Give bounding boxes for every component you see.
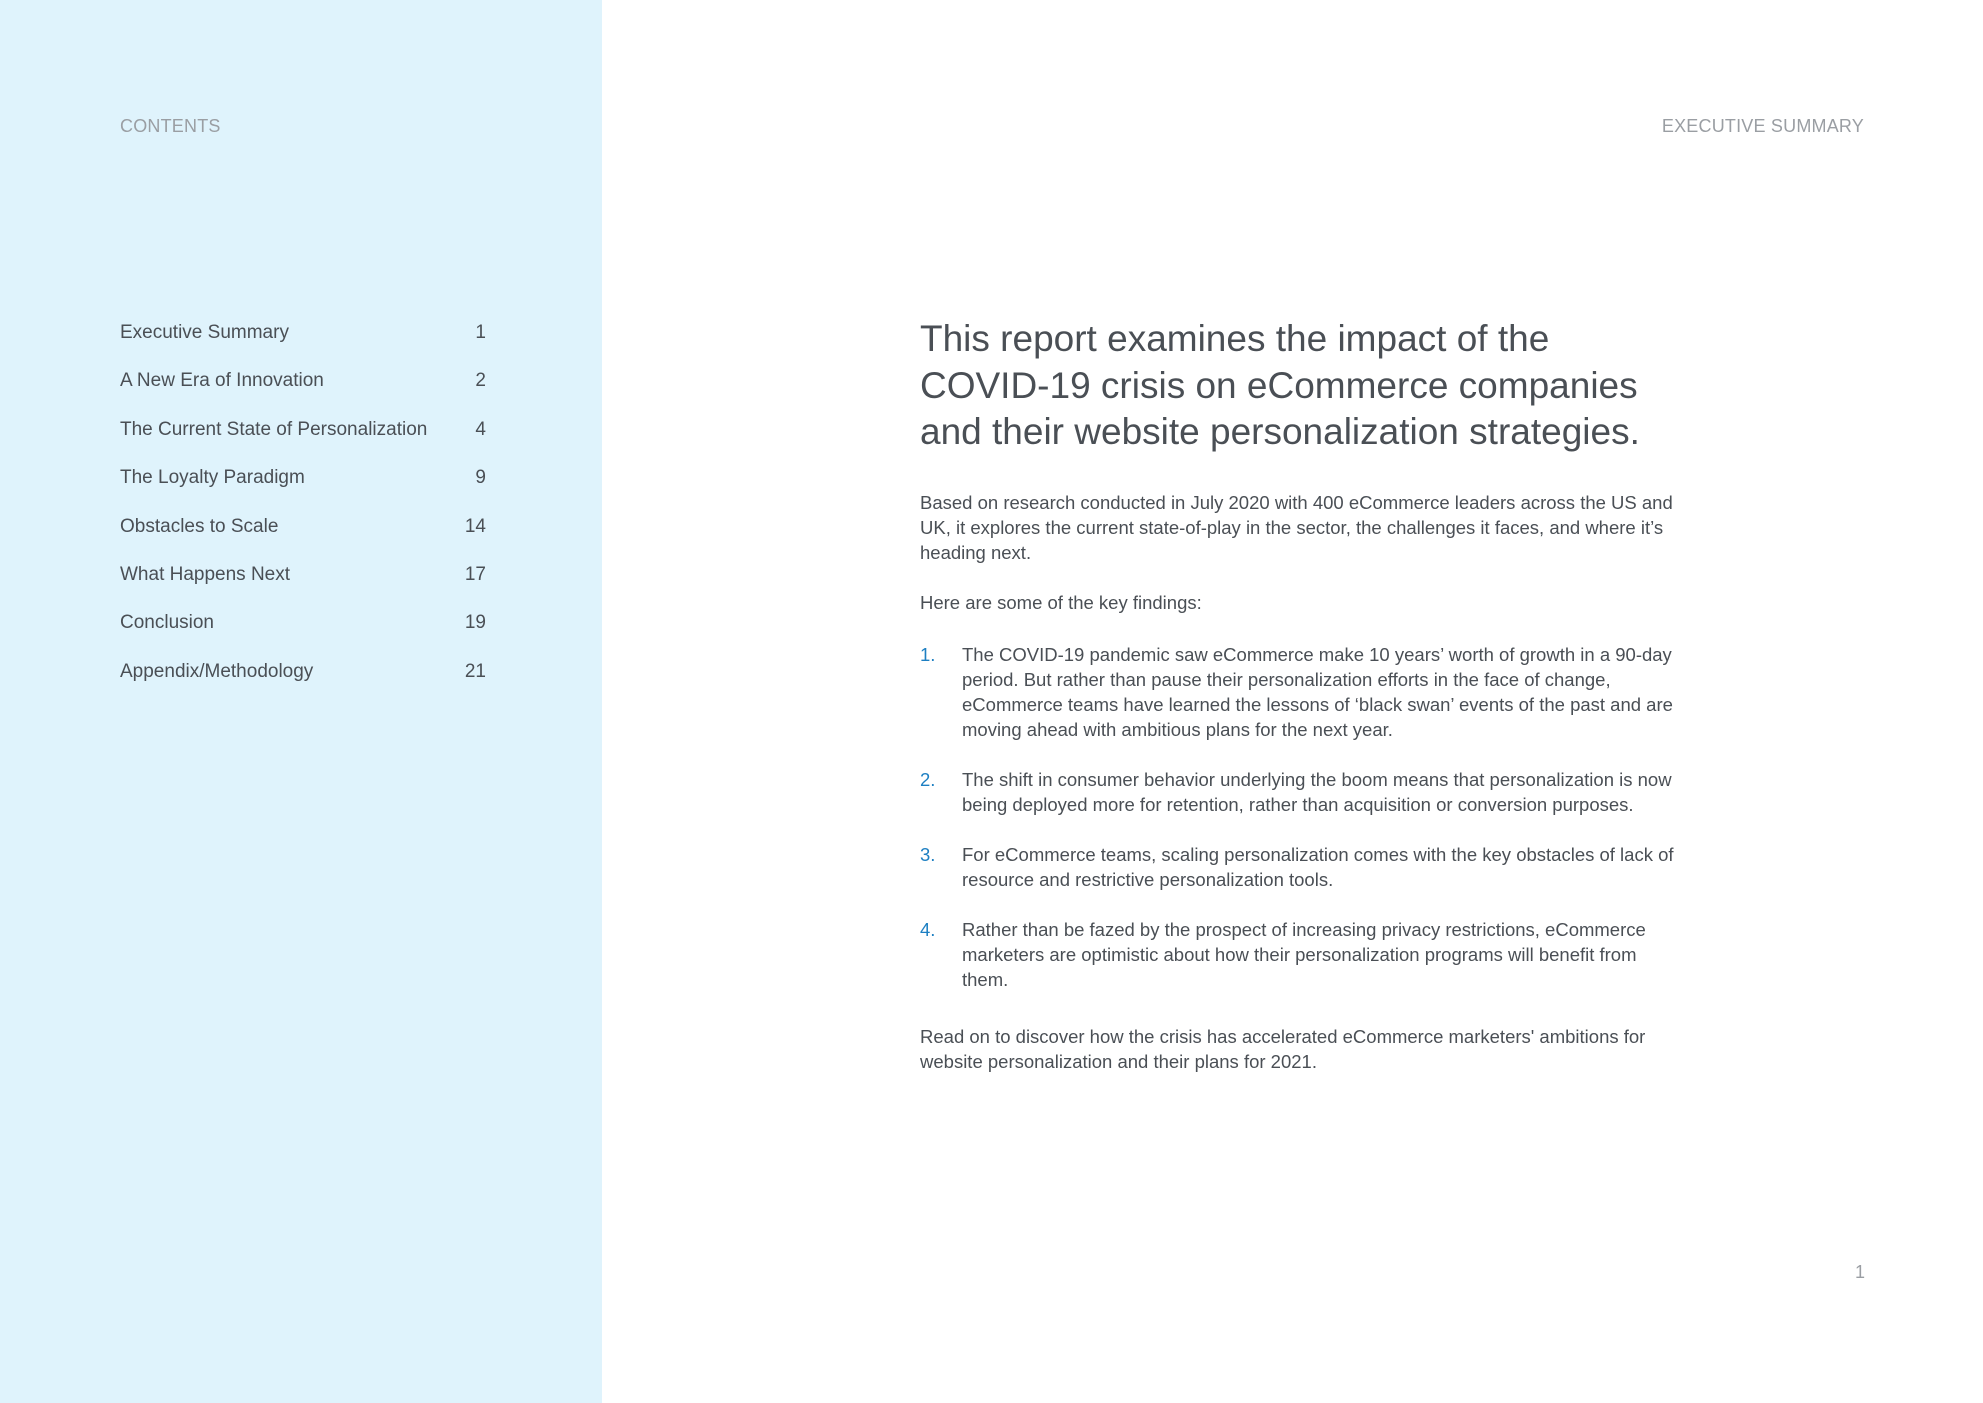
contents-sidebar [0, 0, 602, 1403]
intro-paragraph: Based on research conducted in July 2020 with 400 eCommerce leaders across the US and UK, it explores the current state-of-play in the sector, the challenges it faces, and where it’s heading next. [920, 491, 1673, 563]
toc-item-current-state-of-personalization[interactable] [120, 419, 486, 467]
toc-item-executive-summary[interactable] [120, 322, 486, 370]
toc-item-page: 14 [464, 515, 486, 537]
finding-item [920, 642, 1680, 742]
finding-number: 2. [920, 768, 936, 790]
key-findings-list [920, 642, 1680, 992]
toc-item-title: A New Era of Innovation [120, 370, 324, 392]
toc-item-title: The Loyalty Paradigm [120, 467, 305, 489]
toc-item-page: 21 [464, 660, 486, 682]
page-headline: This report examines the impact of the COVID-19 crisis on eCommerce companies and their website personalization strategies. [920, 318, 1640, 452]
finding-text: The COVID-19 pandemic saw eCommerce make 10 years’ worth of growth in a 90-day period. But rather than pause their personalization efforts in the face of change, eCommerce teams have learned the lessons of ‘black swan’ events of the past and are moving ahead with ambitious plans for the next year. [962, 643, 1673, 740]
section-header: EXECUTIVE SUMMARY [1661, 116, 1864, 136]
finding-item [920, 842, 1680, 892]
closing-paragraph: Read on to discover how the crisis has accelerated eCommerce marketers' ambitions for website personalization and their plans for 2021. [920, 1025, 1646, 1072]
toc-item-page: 19 [464, 612, 486, 634]
toc-item-appendix-methodology[interactable] [120, 661, 486, 709]
finding-number: 4. [920, 918, 936, 940]
finding-number: 3. [920, 843, 936, 865]
toc-item-title: What Happens Next [120, 563, 291, 585]
toc-item-page: 4 [475, 418, 486, 440]
toc-item-what-happens-next[interactable] [120, 564, 486, 612]
toc-item-page: 2 [475, 370, 486, 392]
toc-item-page: 1 [475, 322, 486, 343]
finding-text: For eCommerce teams, scaling personalization comes with the key obstacles of lack of resource and restrictive personalization tools. [962, 843, 1674, 890]
toc-item-page: 17 [464, 563, 486, 585]
toc-item-title: Appendix/Methodology [120, 660, 314, 682]
toc-item-new-era-of-innovation[interactable] [120, 370, 486, 418]
finding-item [920, 767, 1680, 817]
toc-item-title: The Current State of Personalization [120, 418, 428, 440]
finding-text: The shift in consumer behavior underlying the boom means that personalization is now being deployed more for retention, rather than acquisition or conversion purposes. [962, 768, 1672, 815]
toc-item-title: Obstacles to Scale [120, 515, 279, 537]
contents-label: CONTENTS [120, 116, 221, 136]
toc-item-obstacles-to-scale[interactable] [120, 516, 486, 564]
finding-text: Rather than be fazed by the prospect of increasing privacy restrictions, eCommerce marketers are optimistic about how their personalization programs will benefit from them. [962, 918, 1646, 990]
table-of-contents [120, 322, 486, 709]
toc-item-page: 9 [475, 467, 486, 489]
finding-number: 1. [920, 643, 936, 665]
toc-item-title: Executive Summary [120, 322, 289, 343]
page-number: 1 [1854, 1262, 1865, 1282]
toc-item-loyalty-paradigm[interactable] [120, 467, 486, 515]
toc-item-conclusion[interactable] [120, 612, 486, 660]
executive-summary-content [920, 316, 1680, 1074]
toc-item-title: Conclusion [120, 612, 214, 634]
findings-lead-in: Here are some of the key findings: [920, 591, 1202, 613]
finding-item [920, 917, 1680, 992]
